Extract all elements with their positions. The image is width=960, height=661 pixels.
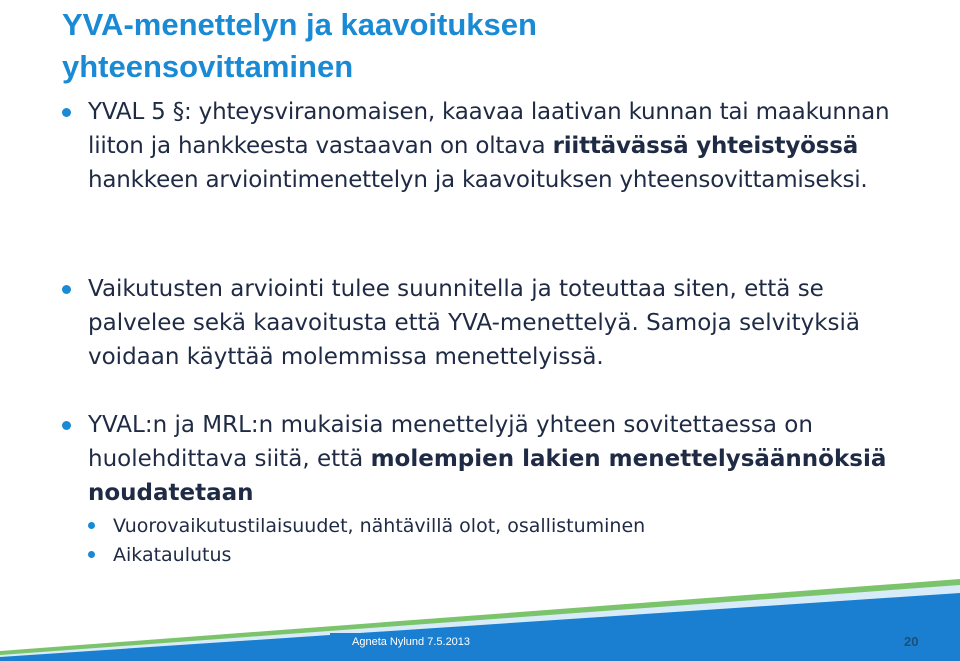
bullet-3-text: [88, 408, 928, 510]
bullet-3-bold: molempien lakien menettelysäännöksiä noudatetaan: [88, 446, 887, 506]
slide-title-line1: YVA-menettelyn ja kaavoituksen: [62, 7, 537, 42]
slide-title: [62, 4, 942, 88]
sub-bullet-2-dot: [88, 551, 95, 558]
sub-bullet-1-dot: [88, 522, 95, 529]
bullet-2-text: Vaikutusten arviointi tulee suunnitella ja toteuttaa siten, että se palvelee sekä kaavoitusta että YVA-menettelyä. Samoja selvityksiä voidaan käyttää molemmissa menettelyissä.: [88, 276, 861, 370]
page-number: 20: [904, 634, 919, 649]
sub-bullet-2-text: Aikataulutus: [113, 544, 232, 566]
slide-title-line2: yhteensovittaminen: [62, 49, 354, 84]
bullet-1-dot: [62, 108, 71, 117]
bullet-2-dot: [62, 285, 71, 294]
bullet-1-bold: riittävässä yhteistyössä: [552, 133, 859, 159]
bullet-1-text: [88, 95, 928, 197]
bullet-3-text-part: YVAL:n ja MRL:n mukaisia menettelyjä yhteen sovitettaessa on huolehdittava siitä, että: [88, 412, 813, 472]
bullet-1-text-part: YVAL 5 §: yhteysviranomaisen, kaavaa laativan kunnan tai maakunnan liiton ja hankkeesta vastaavan on oltava: [88, 99, 890, 159]
footer-author: Agneta Nylund 7.5.2013: [352, 636, 471, 648]
bullet-1-text-end: hankkeen arviointimenettelyn ja kaavoituksen yhteensovittamiseksi.: [88, 167, 868, 193]
footer-wave-graphic: [0, 571, 960, 661]
bullet-3-dot: [62, 421, 71, 430]
sub-bullet-1-text: Vuorovaikutustilaisuudet, nähtävillä olot, osallistuminen: [113, 515, 646, 537]
